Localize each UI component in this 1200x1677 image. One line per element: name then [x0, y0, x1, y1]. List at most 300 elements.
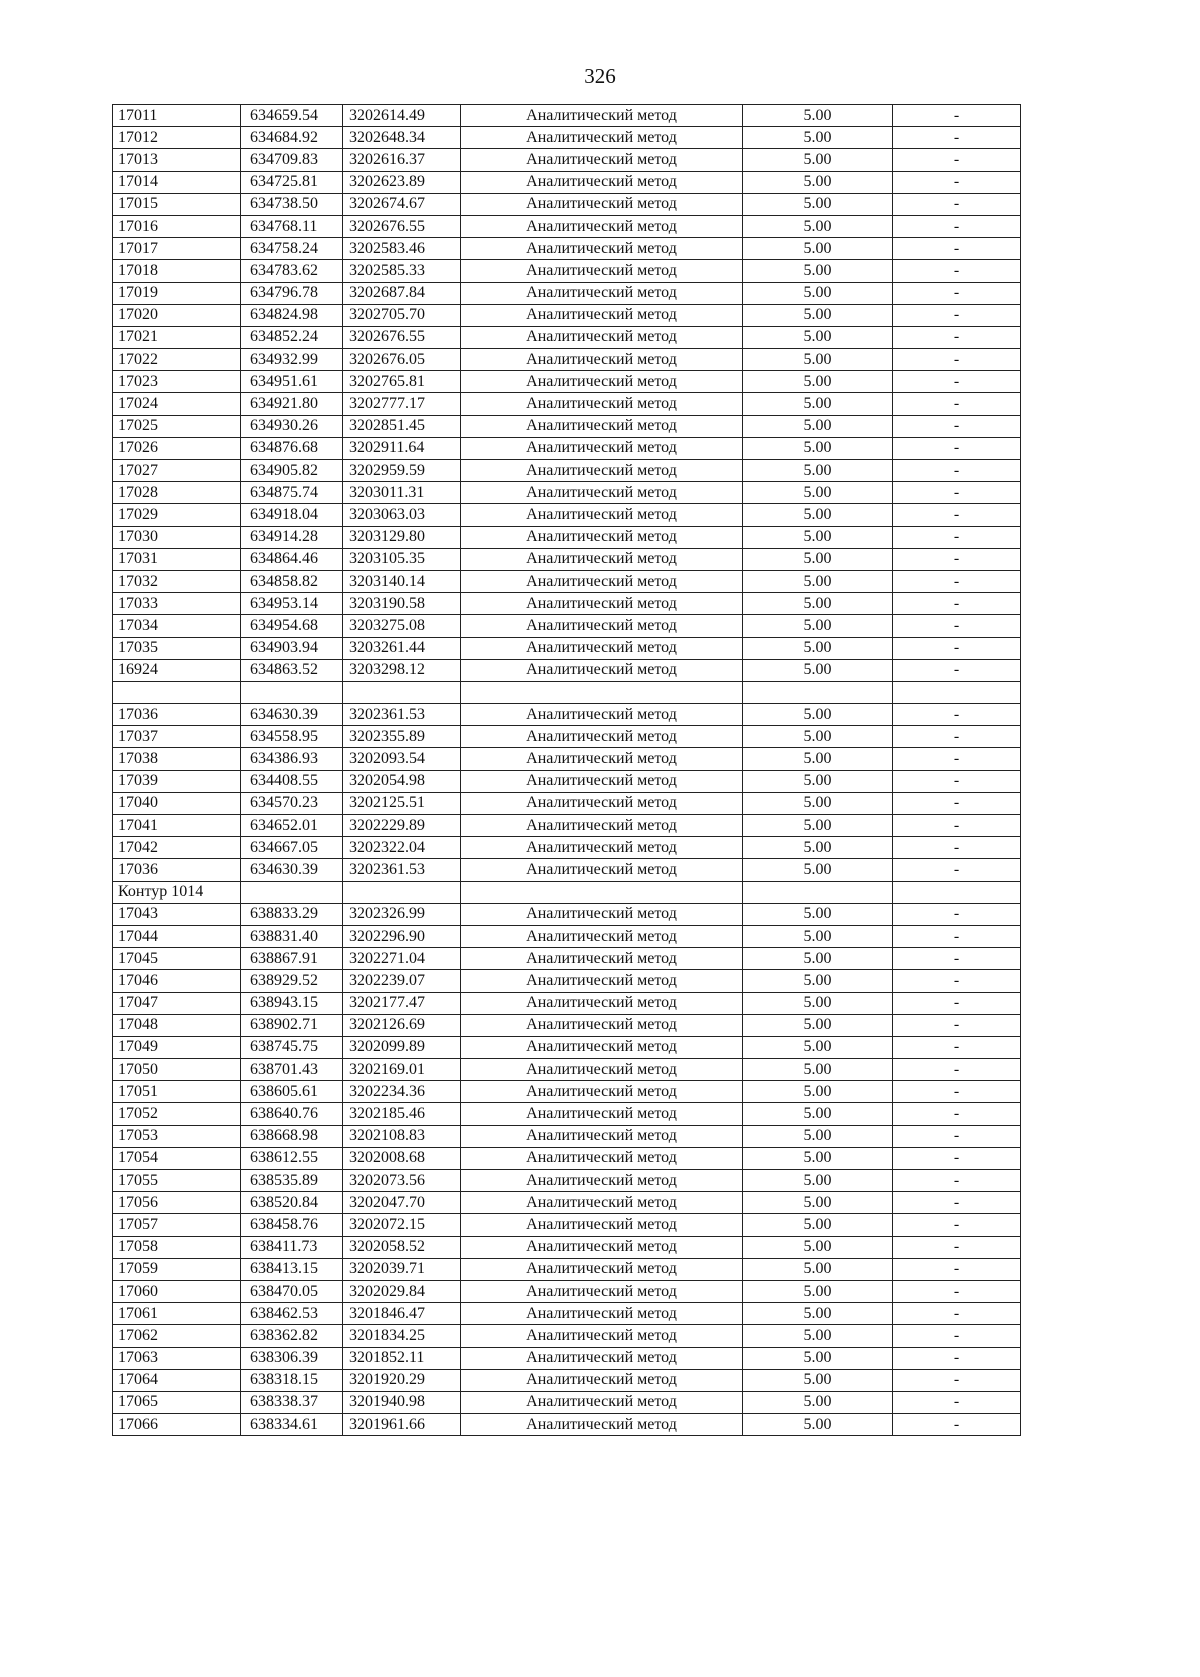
- x-coordinate-cell: 634930.26: [241, 415, 343, 437]
- x-coordinate-cell: 634951.61: [241, 371, 343, 393]
- y-coordinate-cell: 3202959.59: [343, 460, 461, 482]
- y-coordinate-cell: 3202093.54: [343, 748, 461, 770]
- note-cell: -: [893, 837, 1021, 859]
- table-row: [113, 881, 1021, 903]
- table-row: [113, 238, 1021, 260]
- point-number-cell: 17040: [113, 792, 241, 814]
- x-coordinate-cell: 638605.61: [241, 1081, 343, 1103]
- method-cell: Аналитический метод: [461, 326, 743, 348]
- point-number-cell: 17036: [113, 704, 241, 726]
- y-coordinate-cell: 3201940.98: [343, 1391, 461, 1413]
- method-cell: Аналитический метод: [461, 925, 743, 947]
- table-row: [113, 260, 1021, 282]
- note-cell: -: [893, 992, 1021, 1014]
- x-coordinate-cell: 634386.93: [241, 748, 343, 770]
- point-number-cell: 17048: [113, 1014, 241, 1036]
- method-cell: Аналитический метод: [461, 748, 743, 770]
- y-coordinate-cell: 3202029.84: [343, 1280, 461, 1302]
- accuracy-cell: 5.00: [743, 1014, 893, 1036]
- method-cell: Аналитический метод: [461, 770, 743, 792]
- y-coordinate-cell: 3202676.55: [343, 215, 461, 237]
- x-coordinate-cell: 634858.82: [241, 570, 343, 592]
- accuracy-cell: 5.00: [743, 726, 893, 748]
- y-coordinate-cell: 3202361.53: [343, 704, 461, 726]
- point-number-cell: 17011: [113, 105, 241, 127]
- table-row: [113, 215, 1021, 237]
- accuracy-cell: 5.00: [743, 415, 893, 437]
- note-cell: -: [893, 460, 1021, 482]
- x-coordinate-cell: 634630.39: [241, 704, 343, 726]
- table-row: [113, 1236, 1021, 1258]
- y-coordinate-cell: [343, 881, 461, 903]
- table-row: [113, 903, 1021, 925]
- x-coordinate-cell: 638334.61: [241, 1414, 343, 1436]
- note-cell: -: [893, 1059, 1021, 1081]
- table-row: [113, 1214, 1021, 1236]
- point-number-cell: 17013: [113, 149, 241, 171]
- x-coordinate-cell: 634914.28: [241, 526, 343, 548]
- point-number-cell: 17051: [113, 1081, 241, 1103]
- point-number-cell: 17057: [113, 1214, 241, 1236]
- y-coordinate-cell: 3202705.70: [343, 304, 461, 326]
- x-coordinate-cell: 638640.76: [241, 1103, 343, 1125]
- method-cell: Аналитический метод: [461, 1214, 743, 1236]
- note-cell: -: [893, 282, 1021, 304]
- point-number-cell: 17058: [113, 1236, 241, 1258]
- point-number-cell: 17012: [113, 127, 241, 149]
- method-cell: Аналитический метод: [461, 349, 743, 371]
- method-cell: Аналитический метод: [461, 371, 743, 393]
- method-cell: Аналитический метод: [461, 948, 743, 970]
- table-row: [113, 371, 1021, 393]
- note-cell: -: [893, 326, 1021, 348]
- note-cell: -: [893, 925, 1021, 947]
- accuracy-cell: 5.00: [743, 127, 893, 149]
- accuracy-cell: 5.00: [743, 615, 893, 637]
- y-coordinate-cell: 3202355.89: [343, 726, 461, 748]
- table-row: [113, 704, 1021, 726]
- y-coordinate-cell: 3202585.33: [343, 260, 461, 282]
- accuracy-cell: 5.00: [743, 925, 893, 947]
- y-coordinate-cell: 3202058.52: [343, 1236, 461, 1258]
- point-number-cell: 17053: [113, 1125, 241, 1147]
- table-row: [113, 970, 1021, 992]
- table-row: [113, 659, 1021, 681]
- x-coordinate-cell: 638831.40: [241, 925, 343, 947]
- method-cell: Аналитический метод: [461, 1081, 743, 1103]
- y-coordinate-cell: 3202099.89: [343, 1036, 461, 1058]
- method-cell: Аналитический метод: [461, 393, 743, 415]
- method-cell: Аналитический метод: [461, 1014, 743, 1036]
- x-coordinate-cell: 634921.80: [241, 393, 343, 415]
- note-cell: -: [893, 349, 1021, 371]
- point-number-cell: 17035: [113, 637, 241, 659]
- note-cell: -: [893, 415, 1021, 437]
- accuracy-cell: 5.00: [743, 193, 893, 215]
- x-coordinate-cell: 634684.92: [241, 127, 343, 149]
- method-cell: Аналитический метод: [461, 637, 743, 659]
- accuracy-cell: [743, 881, 893, 903]
- note-cell: -: [893, 615, 1021, 637]
- table-row: [113, 992, 1021, 1014]
- accuracy-cell: 5.00: [743, 282, 893, 304]
- accuracy-cell: 5.00: [743, 970, 893, 992]
- table-row: [113, 1414, 1021, 1436]
- y-coordinate-cell: 3202676.55: [343, 326, 461, 348]
- accuracy-cell: 5.00: [743, 349, 893, 371]
- accuracy-cell: 5.00: [743, 859, 893, 881]
- method-cell: Аналитический метод: [461, 726, 743, 748]
- point-number-cell: 17045: [113, 948, 241, 970]
- point-number-cell: 17018: [113, 260, 241, 282]
- x-coordinate-cell: 638745.75: [241, 1036, 343, 1058]
- point-number-cell: 17024: [113, 393, 241, 415]
- y-coordinate-cell: 3203140.14: [343, 570, 461, 592]
- note-cell: -: [893, 1014, 1021, 1036]
- y-coordinate-cell: 3202674.67: [343, 193, 461, 215]
- note-cell: -: [893, 1258, 1021, 1280]
- x-coordinate-cell: 638306.39: [241, 1347, 343, 1369]
- accuracy-cell: 5.00: [743, 326, 893, 348]
- y-coordinate-cell: 3202361.53: [343, 859, 461, 881]
- y-coordinate-cell: 3203298.12: [343, 659, 461, 681]
- point-number-cell: 17023: [113, 371, 241, 393]
- method-cell: Аналитический метод: [461, 1236, 743, 1258]
- note-cell: -: [893, 948, 1021, 970]
- note-cell: -: [893, 1414, 1021, 1436]
- method-cell: Аналитический метод: [461, 1369, 743, 1391]
- accuracy-cell: 5.00: [743, 948, 893, 970]
- note-cell: -: [893, 659, 1021, 681]
- point-number-cell: 17055: [113, 1170, 241, 1192]
- point-number-cell: 17039: [113, 770, 241, 792]
- note-cell: [893, 881, 1021, 903]
- method-cell: Аналитический метод: [461, 105, 743, 127]
- y-coordinate-cell: 3203105.35: [343, 548, 461, 570]
- point-number-cell: 17022: [113, 349, 241, 371]
- note-cell: -: [893, 593, 1021, 615]
- y-coordinate-cell: 3202271.04: [343, 948, 461, 970]
- y-coordinate-cell: 3202687.84: [343, 282, 461, 304]
- note-cell: -: [893, 1303, 1021, 1325]
- point-number-cell: 17020: [113, 304, 241, 326]
- note-cell: -: [893, 570, 1021, 592]
- method-cell: Аналитический метод: [461, 548, 743, 570]
- accuracy-cell: 5.00: [743, 371, 893, 393]
- table-row: [113, 326, 1021, 348]
- point-number-cell: 17015: [113, 193, 241, 215]
- table-row: [113, 770, 1021, 792]
- note-cell: -: [893, 526, 1021, 548]
- table-row: [113, 1014, 1021, 1036]
- point-number-cell: 17066: [113, 1414, 241, 1436]
- y-coordinate-cell: 3202177.47: [343, 992, 461, 1014]
- accuracy-cell: 5.00: [743, 1081, 893, 1103]
- y-coordinate-cell: 3202185.46: [343, 1103, 461, 1125]
- x-coordinate-cell: 634652.01: [241, 815, 343, 837]
- point-number-cell: 17027: [113, 460, 241, 482]
- note-cell: -: [893, 792, 1021, 814]
- x-coordinate-cell: 638668.98: [241, 1125, 343, 1147]
- table-row: [113, 1081, 1021, 1103]
- method-cell: Аналитический метод: [461, 1192, 743, 1214]
- note-cell: -: [893, 748, 1021, 770]
- accuracy-cell: 5.00: [743, 504, 893, 526]
- accuracy-cell: 5.00: [743, 238, 893, 260]
- table-row: [113, 593, 1021, 615]
- table-row: [113, 504, 1021, 526]
- note-cell: -: [893, 482, 1021, 504]
- table-row: [113, 681, 1021, 703]
- y-coordinate-cell: 3202039.71: [343, 1258, 461, 1280]
- accuracy-cell: 5.00: [743, 1036, 893, 1058]
- y-coordinate-cell: 3202765.81: [343, 371, 461, 393]
- accuracy-cell: 5.00: [743, 548, 893, 570]
- y-coordinate-cell: 3201834.25: [343, 1325, 461, 1347]
- note-cell: -: [893, 859, 1021, 881]
- point-number-cell: 17042: [113, 837, 241, 859]
- point-number-cell: 17046: [113, 970, 241, 992]
- x-coordinate-cell: 638411.73: [241, 1236, 343, 1258]
- method-cell: Аналитический метод: [461, 1059, 743, 1081]
- y-coordinate-cell: 3201852.11: [343, 1347, 461, 1369]
- y-coordinate-cell: 3202583.46: [343, 238, 461, 260]
- table-row: [113, 570, 1021, 592]
- point-number-cell: 17033: [113, 593, 241, 615]
- table-row: [113, 304, 1021, 326]
- x-coordinate-cell: 638318.15: [241, 1369, 343, 1391]
- y-coordinate-cell: 3203190.58: [343, 593, 461, 615]
- method-cell: Аналитический метод: [461, 482, 743, 504]
- y-coordinate-cell: 3203261.44: [343, 637, 461, 659]
- x-coordinate-cell: 634570.23: [241, 792, 343, 814]
- table-row: [113, 637, 1021, 659]
- point-number-cell: 17044: [113, 925, 241, 947]
- note-cell: [893, 681, 1021, 703]
- point-number-cell: 17063: [113, 1347, 241, 1369]
- point-number-cell: 17026: [113, 437, 241, 459]
- method-cell: Аналитический метод: [461, 504, 743, 526]
- table-row: [113, 105, 1021, 127]
- method-cell: Аналитический метод: [461, 1391, 743, 1413]
- y-coordinate-cell: 3202229.89: [343, 815, 461, 837]
- x-coordinate-cell: 634903.94: [241, 637, 343, 659]
- table-row: [113, 815, 1021, 837]
- note-cell: -: [893, 1103, 1021, 1125]
- point-number-cell: 17049: [113, 1036, 241, 1058]
- accuracy-cell: 5.00: [743, 1125, 893, 1147]
- x-coordinate-cell: 634796.78: [241, 282, 343, 304]
- x-coordinate-cell: 638867.91: [241, 948, 343, 970]
- method-cell: Аналитический метод: [461, 193, 743, 215]
- x-coordinate-cell: 638458.76: [241, 1214, 343, 1236]
- y-coordinate-cell: [343, 681, 461, 703]
- x-coordinate-cell: 638701.43: [241, 1059, 343, 1081]
- x-coordinate-cell: 638902.71: [241, 1014, 343, 1036]
- table-row: [113, 1170, 1021, 1192]
- y-coordinate-cell: 3202777.17: [343, 393, 461, 415]
- method-cell: Аналитический метод: [461, 837, 743, 859]
- method-cell: Аналитический метод: [461, 1258, 743, 1280]
- x-coordinate-cell: 638520.84: [241, 1192, 343, 1214]
- method-cell: Аналитический метод: [461, 1414, 743, 1436]
- table-row: [113, 792, 1021, 814]
- y-coordinate-cell: 3202851.45: [343, 415, 461, 437]
- accuracy-cell: 5.00: [743, 637, 893, 659]
- point-number-cell: 17031: [113, 548, 241, 570]
- table-row: [113, 1125, 1021, 1147]
- point-number-cell: 17041: [113, 815, 241, 837]
- point-number-cell: 17021: [113, 326, 241, 348]
- method-cell: Аналитический метод: [461, 526, 743, 548]
- note-cell: -: [893, 215, 1021, 237]
- method-cell: Аналитический метод: [461, 615, 743, 637]
- table-row: [113, 393, 1021, 415]
- x-coordinate-cell: 634905.82: [241, 460, 343, 482]
- table-row: [113, 526, 1021, 548]
- note-cell: -: [893, 171, 1021, 193]
- x-coordinate-cell: 634408.55: [241, 770, 343, 792]
- method-cell: Аналитический метод: [461, 127, 743, 149]
- point-number-cell: 17064: [113, 1369, 241, 1391]
- x-coordinate-cell: 638462.53: [241, 1303, 343, 1325]
- x-coordinate-cell: 638943.15: [241, 992, 343, 1014]
- table-row: [113, 859, 1021, 881]
- method-cell: Аналитический метод: [461, 1125, 743, 1147]
- table-row: [113, 1059, 1021, 1081]
- y-coordinate-cell: 3201920.29: [343, 1369, 461, 1391]
- y-coordinate-cell: 3203275.08: [343, 615, 461, 637]
- point-number-cell: 17028: [113, 482, 241, 504]
- x-coordinate-cell: 638413.15: [241, 1258, 343, 1280]
- x-coordinate-cell: 634667.05: [241, 837, 343, 859]
- note-cell: -: [893, 1369, 1021, 1391]
- x-coordinate-cell: 634558.95: [241, 726, 343, 748]
- y-coordinate-cell: 3203129.80: [343, 526, 461, 548]
- method-cell: Аналитический метод: [461, 1036, 743, 1058]
- accuracy-cell: 5.00: [743, 837, 893, 859]
- note-cell: -: [893, 1391, 1021, 1413]
- accuracy-cell: 5.00: [743, 1103, 893, 1125]
- point-number-cell: 17047: [113, 992, 241, 1014]
- method-cell: [461, 681, 743, 703]
- note-cell: -: [893, 1147, 1021, 1169]
- point-number-cell: 17065: [113, 1391, 241, 1413]
- method-cell: Аналитический метод: [461, 238, 743, 260]
- page-number: 326: [584, 64, 616, 88]
- x-coordinate-cell: 634918.04: [241, 504, 343, 526]
- x-coordinate-cell: 638929.52: [241, 970, 343, 992]
- note-cell: -: [893, 1325, 1021, 1347]
- note-cell: -: [893, 393, 1021, 415]
- accuracy-cell: [743, 681, 893, 703]
- method-cell: Аналитический метод: [461, 1280, 743, 1302]
- accuracy-cell: 5.00: [743, 260, 893, 282]
- table-row: [113, 1192, 1021, 1214]
- accuracy-cell: 5.00: [743, 570, 893, 592]
- x-coordinate-cell: [241, 881, 343, 903]
- accuracy-cell: 5.00: [743, 1280, 893, 1302]
- x-coordinate-cell: 634953.14: [241, 593, 343, 615]
- coordinates-table: [112, 104, 1021, 1436]
- note-cell: -: [893, 1192, 1021, 1214]
- note-cell: -: [893, 437, 1021, 459]
- table-row: [113, 837, 1021, 859]
- point-number-cell: 17016: [113, 215, 241, 237]
- y-coordinate-cell: 3202911.64: [343, 437, 461, 459]
- method-cell: Аналитический метод: [461, 570, 743, 592]
- point-number-cell: 17014: [113, 171, 241, 193]
- method-cell: Аналитический метод: [461, 593, 743, 615]
- x-coordinate-cell: 634954.68: [241, 615, 343, 637]
- x-coordinate-cell: 634876.68: [241, 437, 343, 459]
- y-coordinate-cell: 3202108.83: [343, 1125, 461, 1147]
- method-cell: Аналитический метод: [461, 992, 743, 1014]
- method-cell: Аналитический метод: [461, 1170, 743, 1192]
- note-cell: -: [893, 260, 1021, 282]
- accuracy-cell: 5.00: [743, 593, 893, 615]
- y-coordinate-cell: 3202008.68: [343, 1147, 461, 1169]
- note-cell: -: [893, 1036, 1021, 1058]
- accuracy-cell: 5.00: [743, 304, 893, 326]
- point-number-cell: Контур 1014: [113, 881, 241, 903]
- x-coordinate-cell: 634709.83: [241, 149, 343, 171]
- table-row: [113, 925, 1021, 947]
- note-cell: -: [893, 1125, 1021, 1147]
- table-row: [113, 193, 1021, 215]
- note-cell: -: [893, 105, 1021, 127]
- y-coordinate-cell: 3201846.47: [343, 1303, 461, 1325]
- table-row: [113, 1347, 1021, 1369]
- accuracy-cell: 5.00: [743, 704, 893, 726]
- note-cell: -: [893, 238, 1021, 260]
- x-coordinate-cell: 634630.39: [241, 859, 343, 881]
- y-coordinate-cell: 3202234.36: [343, 1081, 461, 1103]
- y-coordinate-cell: 3202676.05: [343, 349, 461, 371]
- note-cell: -: [893, 704, 1021, 726]
- table-row: [113, 1325, 1021, 1347]
- note-cell: -: [893, 770, 1021, 792]
- table-row: [113, 1391, 1021, 1413]
- table-row: [113, 615, 1021, 637]
- accuracy-cell: 5.00: [743, 1236, 893, 1258]
- table-row: [113, 726, 1021, 748]
- note-cell: -: [893, 1081, 1021, 1103]
- point-number-cell: 17032: [113, 570, 241, 592]
- note-cell: -: [893, 1280, 1021, 1302]
- accuracy-cell: 5.00: [743, 1391, 893, 1413]
- point-number-cell: 16924: [113, 659, 241, 681]
- accuracy-cell: 5.00: [743, 105, 893, 127]
- table-row: [113, 948, 1021, 970]
- table-row: [113, 548, 1021, 570]
- table-row: [113, 282, 1021, 304]
- accuracy-cell: 5.00: [743, 903, 893, 925]
- accuracy-cell: 5.00: [743, 748, 893, 770]
- point-number-cell: 17037: [113, 726, 241, 748]
- table-row: [113, 149, 1021, 171]
- note-cell: -: [893, 1214, 1021, 1236]
- method-cell: Аналитический метод: [461, 659, 743, 681]
- point-number-cell: 17060: [113, 1280, 241, 1302]
- point-number-cell: 17030: [113, 526, 241, 548]
- table-row: [113, 482, 1021, 504]
- note-cell: -: [893, 504, 1021, 526]
- accuracy-cell: 5.00: [743, 815, 893, 837]
- x-coordinate-cell: 634758.24: [241, 238, 343, 260]
- y-coordinate-cell: 3202616.37: [343, 149, 461, 171]
- table-row: [113, 1103, 1021, 1125]
